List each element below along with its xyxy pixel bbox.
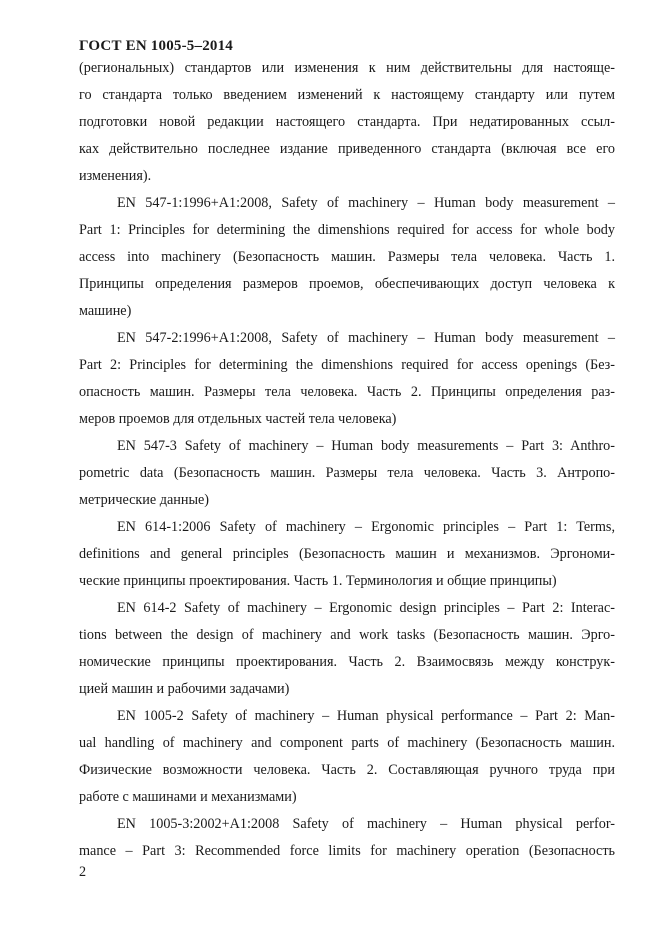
- text-line: машине): [79, 303, 132, 319]
- text-line: ках действительно последнее издание приведенного стандарта (включая все его: [79, 141, 615, 157]
- text-line: Part 1: Principles for determining the dimenshions required for access for whole body: [79, 222, 615, 238]
- text-line: изменения).: [79, 168, 152, 184]
- text-line: работе с машинами и механизмами): [79, 789, 297, 805]
- text-line: цией машин и рабочими задачами): [79, 681, 290, 697]
- text-line: mance – Part 3: Recommended force limits for machinery operation (Безопасность: [79, 843, 615, 859]
- text-line: (региональных) стандартов или изменения к ним действительны для настояще-: [79, 60, 615, 76]
- text-line: ual handling of machinery and component parts of machinery (Безопасность машин.: [79, 735, 615, 751]
- text-line: pometric data (Безопасность машин. Размеры тела человека. Часть 3. Антропо-: [79, 465, 615, 481]
- page-number: 2: [79, 864, 87, 880]
- text-line: EN 547-1:1996+A1:2008, Safety of machinery – Human body measurement –: [117, 195, 615, 211]
- text-line: EN 614-1:2006 Safety of machinery – Ergonomic principles – Part 1: Terms,: [117, 519, 615, 535]
- text-line: definitions and general principles (Безопасность машин и механизмов. Эргономи-: [79, 546, 615, 562]
- text-line: подготовки новой редакции настоящего стандарта. При недатированных ссыл-: [79, 114, 615, 130]
- document-body: [79, 55, 615, 865]
- text-line: EN 1005-2 Safety of machinery – Human physical performance – Part 2: Man-: [117, 708, 615, 724]
- text-line: меров проемов для отдельных частей тела человека): [79, 411, 397, 427]
- text-line: EN 1005-3:2002+A1:2008 Safety of machinery – Human physical perfor-: [117, 816, 615, 832]
- text-line: access into machinery (Безопасность машин. Размеры тела человека. Часть 1.: [79, 249, 615, 265]
- text-line: номические принципы проектирования. Часть 2. Взаимосвязь между конструк-: [79, 654, 615, 670]
- text-line: EN 614-2 Safety of machinery – Ergonomic design principles – Part 2: Interac-: [117, 600, 615, 616]
- text-line: Физические возможности человека. Часть 2. Составляющая ручного труда при: [79, 762, 615, 778]
- text-line: EN 547-3 Safety of machinery – Human body measurements – Part 3: Anthro-: [117, 438, 615, 454]
- text-line: Принципы определения размеров проемов, обеспечивающих доступ человека к: [79, 276, 615, 292]
- text-line: го стандарта только введением изменений к настоящему стандарту или путем: [79, 87, 615, 103]
- text-line: Part 2: Principles for determining the dimenshions required for access openings (Без-: [79, 357, 615, 373]
- text-line: EN 547-2:1996+A1:2008, Safety of machinery – Human body measurement –: [117, 330, 615, 346]
- text-line: опасность машин. Размеры тела человека. Часть 2. Принципы определения раз-: [79, 384, 615, 400]
- text-line: tions between the design of machinery and work tasks (Безопасность машин. Эрго-: [79, 627, 615, 643]
- document-header: ГОСТ EN 1005-5–2014: [79, 38, 233, 54]
- text-line: метрические данные): [79, 492, 210, 508]
- text-line: ческие принципы проектирования. Часть 1. Терминология и общие принципы): [79, 573, 557, 589]
